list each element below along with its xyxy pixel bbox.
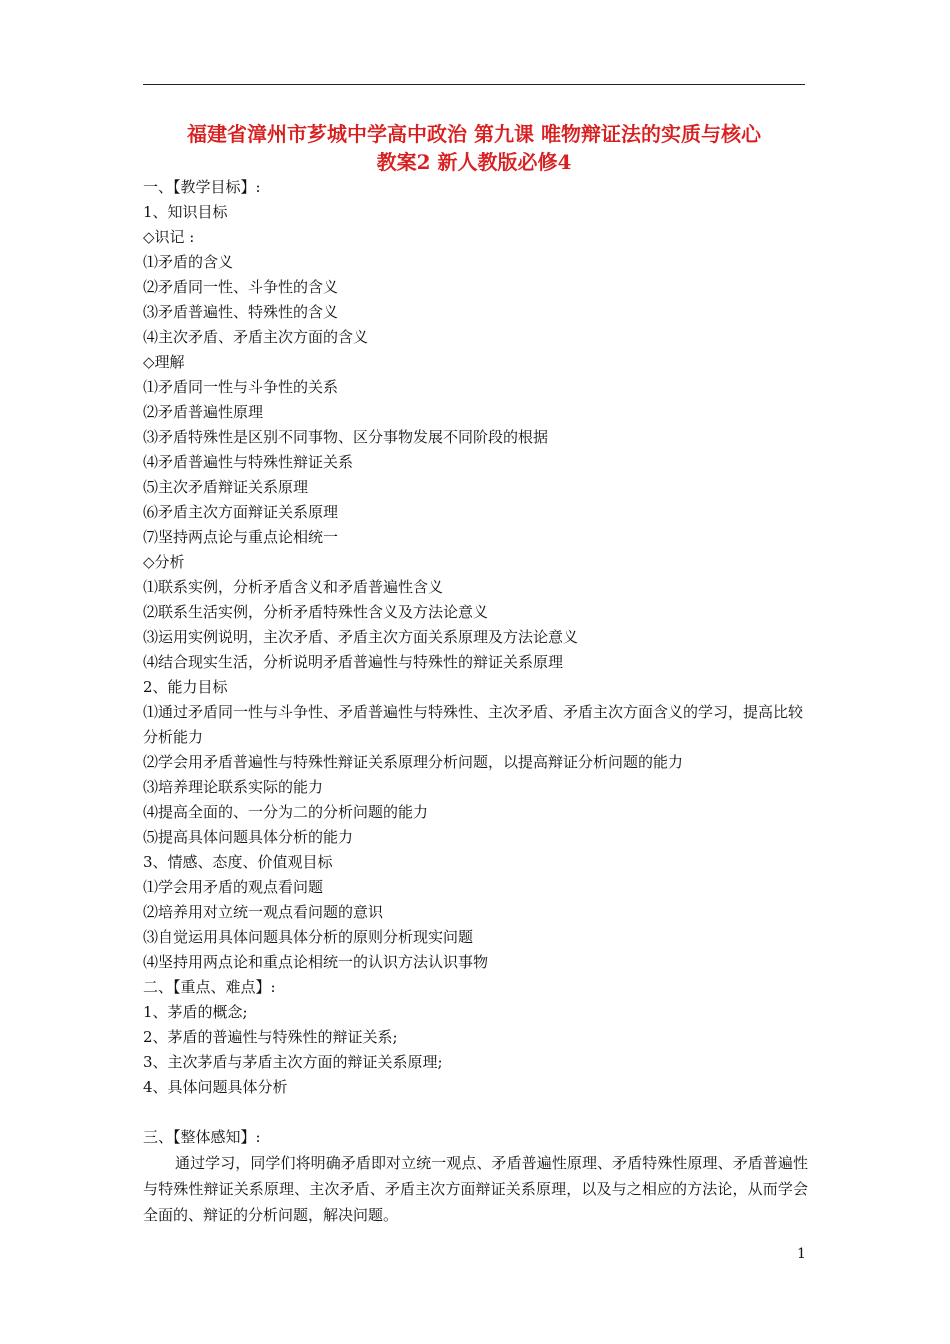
- list-item: ⑹矛盾主次方面辩证关系原理: [143, 503, 339, 521]
- list-item: ⑵学会用矛盾普遍性与特殊性辩证关系原理分析问题，以提高辩证分析问题的能力: [143, 753, 684, 771]
- header-rule: [143, 84, 805, 85]
- list-item: ⑷主次矛盾、矛盾主次方面的含义: [143, 328, 369, 346]
- list-item: 2、茅盾的普遍性与特殊性的辩证关系;: [143, 1028, 398, 1046]
- list-item: ⑶矛盾特殊性是区别不同事物、区分事物发展不同阶段的根据: [143, 428, 549, 446]
- page-number: 1: [797, 1246, 806, 1262]
- list-item: ⑵联系生活实例，分析矛盾特殊性含义及方法论意义: [143, 603, 489, 621]
- overview-paragraph: 通过学习，同学们将明确矛盾即对立统一观点、矛盾普遍性原理、矛盾特殊性原理、矛盾普遍性与特殊性辩证关系原理、主次矛盾、矛盾主次方面辩证关系原理，以及与之相应的方法论，从而学会全面的、辩证的分析问题，解决问题。: [143, 1154, 808, 1224]
- list-item: ⑶矛盾普遍性、特殊性的含义: [143, 303, 339, 321]
- title-line-1: 福建省漳州市芗城中学高中政治 第九课 唯物辩证法的实质与核心: [187, 122, 761, 146]
- list-item: ⑵培养用对立统一观点看问题的意识: [143, 903, 384, 921]
- list-item: ⑷结合现实生活，分析说明矛盾普遍性与特殊性的辩证关系原理: [143, 653, 564, 671]
- section-heading-objectives: 一、【教学目标】:: [143, 178, 261, 196]
- list-item: ⑴学会用矛盾的观点看问题: [143, 878, 324, 896]
- section-heading-overview: 三、【整体感知】:: [143, 1128, 261, 1146]
- list-item: ⑷矛盾普遍性与特殊性辩证关系: [143, 453, 354, 471]
- list-item: ⑴矛盾的含义: [143, 253, 234, 271]
- list-item: 3、主次茅盾与茅盾主次方面的辩证关系原理;: [143, 1053, 443, 1071]
- list-item: ⑵矛盾同一性、斗争性的含义: [143, 278, 339, 296]
- knowledge-heading: 1、知识目标: [143, 203, 228, 221]
- list-item: ⑴矛盾同一性与斗争性的关系: [143, 378, 339, 396]
- list-item: ⑺坚持两点论与重点论相统一: [143, 528, 339, 546]
- section-heading-key-points: 二、【重点、难点】:: [143, 978, 276, 996]
- title-line-2: 教案2 新人教版必修4: [376, 150, 572, 174]
- list-item: ⑸主次矛盾辩证关系原理: [143, 478, 309, 496]
- list-item: ⑴联系实例，分析矛盾含义和矛盾普遍性含义: [143, 578, 444, 596]
- list-item: ⑶培养理论联系实际的能力: [143, 778, 324, 796]
- list-item: ⑷坚持用两点论和重点论相统一的认识方法认识事物: [143, 953, 489, 971]
- remember-label: ◇识记 :: [143, 228, 195, 246]
- list-item: ⑶运用实例说明，主次矛盾、矛盾主次方面关系原理及方法论意义: [143, 628, 579, 646]
- list-item: ⑶自觉运用具体问题具体分析的原则分析现实问题: [143, 928, 474, 946]
- document-title: [143, 120, 805, 176]
- list-item: ⑵矛盾普遍性原理: [143, 403, 264, 421]
- understand-label: ◇理解: [143, 353, 185, 371]
- list-item: ⑷提高全面的、一分为二的分析问题的能力: [143, 803, 429, 821]
- emotion-heading: 3、情感、态度、价值观目标: [143, 853, 333, 871]
- blank-line: [143, 1100, 808, 1125]
- document-body: [143, 175, 808, 1228]
- list-item: ⑸提高具体问题具体分析的能力: [143, 828, 354, 846]
- list-item: 1、茅盾的概念;: [143, 1003, 248, 1021]
- analyze-label: ◇分析: [143, 553, 185, 571]
- list-item: 4、具体问题具体分析: [143, 1078, 288, 1096]
- ability-heading: 2、能力目标: [143, 678, 228, 696]
- list-item: ⑴通过矛盾同一性与斗争性、矛盾普遍性与特殊性、主次矛盾、矛盾主次方面含义的学习，提高比较分析能力: [143, 703, 804, 746]
